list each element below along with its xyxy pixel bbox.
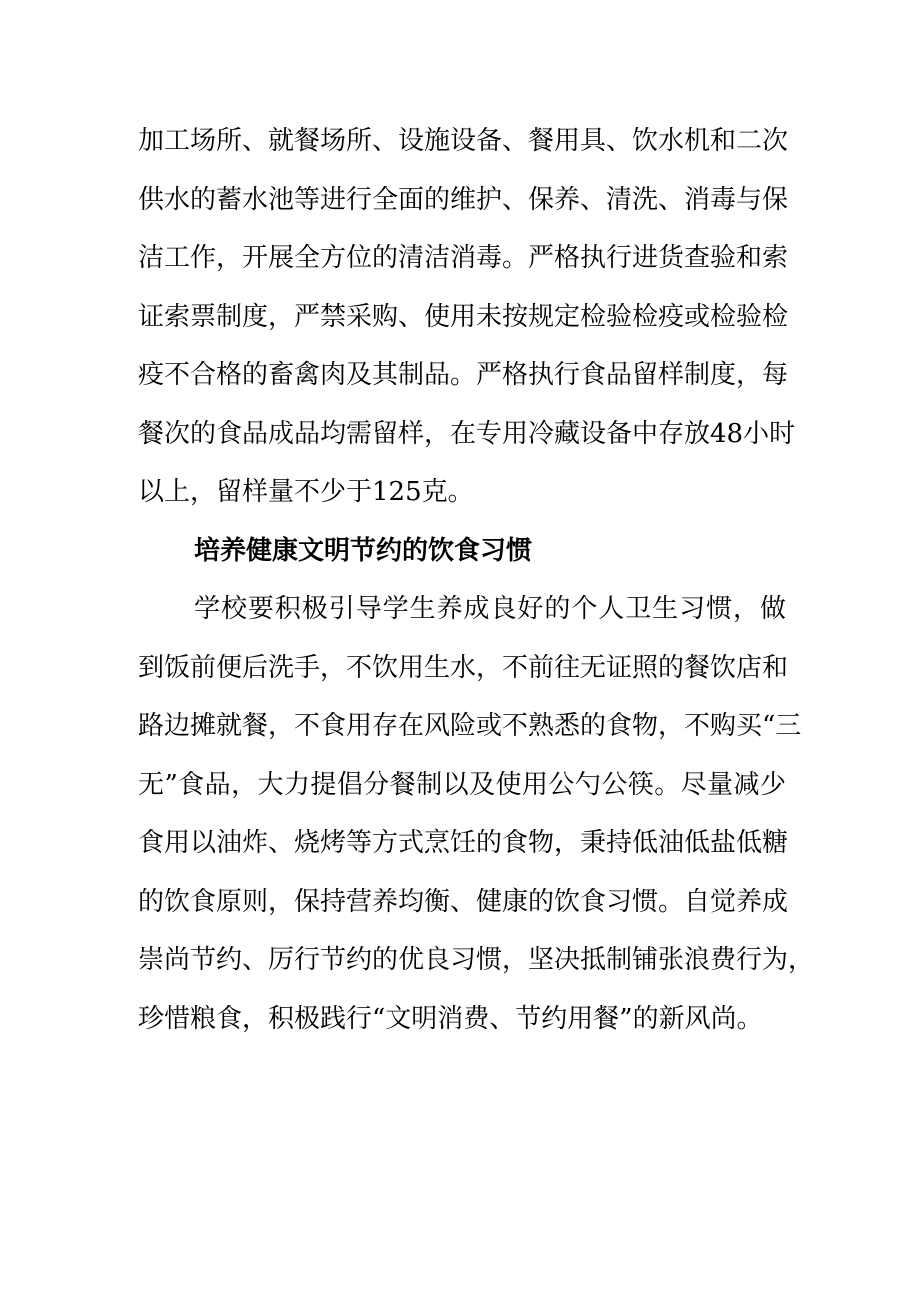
text-line: 食用以油炸、烧烤等方式烹饪的食物，秉持低油低盐低糖 — [138, 828, 789, 858]
text-line: 疫不合格的畜禽肉及其制品。严格执行食品留样制度，每 — [138, 360, 789, 390]
text-line: 加工场所、就餐场所、设施设备、餐用具、饮水机和二次 — [138, 126, 789, 156]
text-line: 的饮食原则，保持营养均衡、健康的饮食习惯。自觉养成 — [138, 886, 789, 917]
section-heading: 培养健康文明节约的饮食习惯 — [194, 535, 533, 566]
text-line: 路边摊就餐，不食用存在风险或不熟悉的食物，不购买“三 — [138, 711, 802, 741]
text-line: 崇尚节约、厉行节约的优良习惯，坚决抵制铺张浪费行为， — [138, 945, 815, 975]
text-line: 证索票制度，严禁采购、使用未按规定检验检疫或检验检 — [138, 301, 789, 332]
document-body — [138, 112, 815, 1048]
text-line: 无”食品，大力提倡分餐制以及使用公勺公筷。尽量减少 — [138, 769, 786, 800]
text-line: 学校要积极引导学生养成良好的个人卫生习惯，做 — [194, 594, 786, 624]
text-line: 到饭前便后洗手，不饮用生水，不前往无证照的餐饮店和 — [138, 652, 789, 683]
paragraph-eating-habits — [138, 580, 815, 1048]
text-line: 珍惜粮食，积极践行“文明消费、节约用餐”的新风尚。 — [138, 1003, 763, 1034]
paragraph-food-safety — [138, 112, 796, 522]
text-line: 供水的蓄水池等进行全面的维护、保养、清洗、消毒与保 — [138, 184, 789, 215]
text-line: 以上，留样量不少于125克。 — [138, 477, 474, 507]
text-line: 餐次的食品成品均需留样，在专用冷藏设备中存放48小时 — [138, 418, 796, 449]
text-line: 洁工作，开展全方位的清洁消毒。严格执行进货查验和索 — [138, 243, 789, 273]
